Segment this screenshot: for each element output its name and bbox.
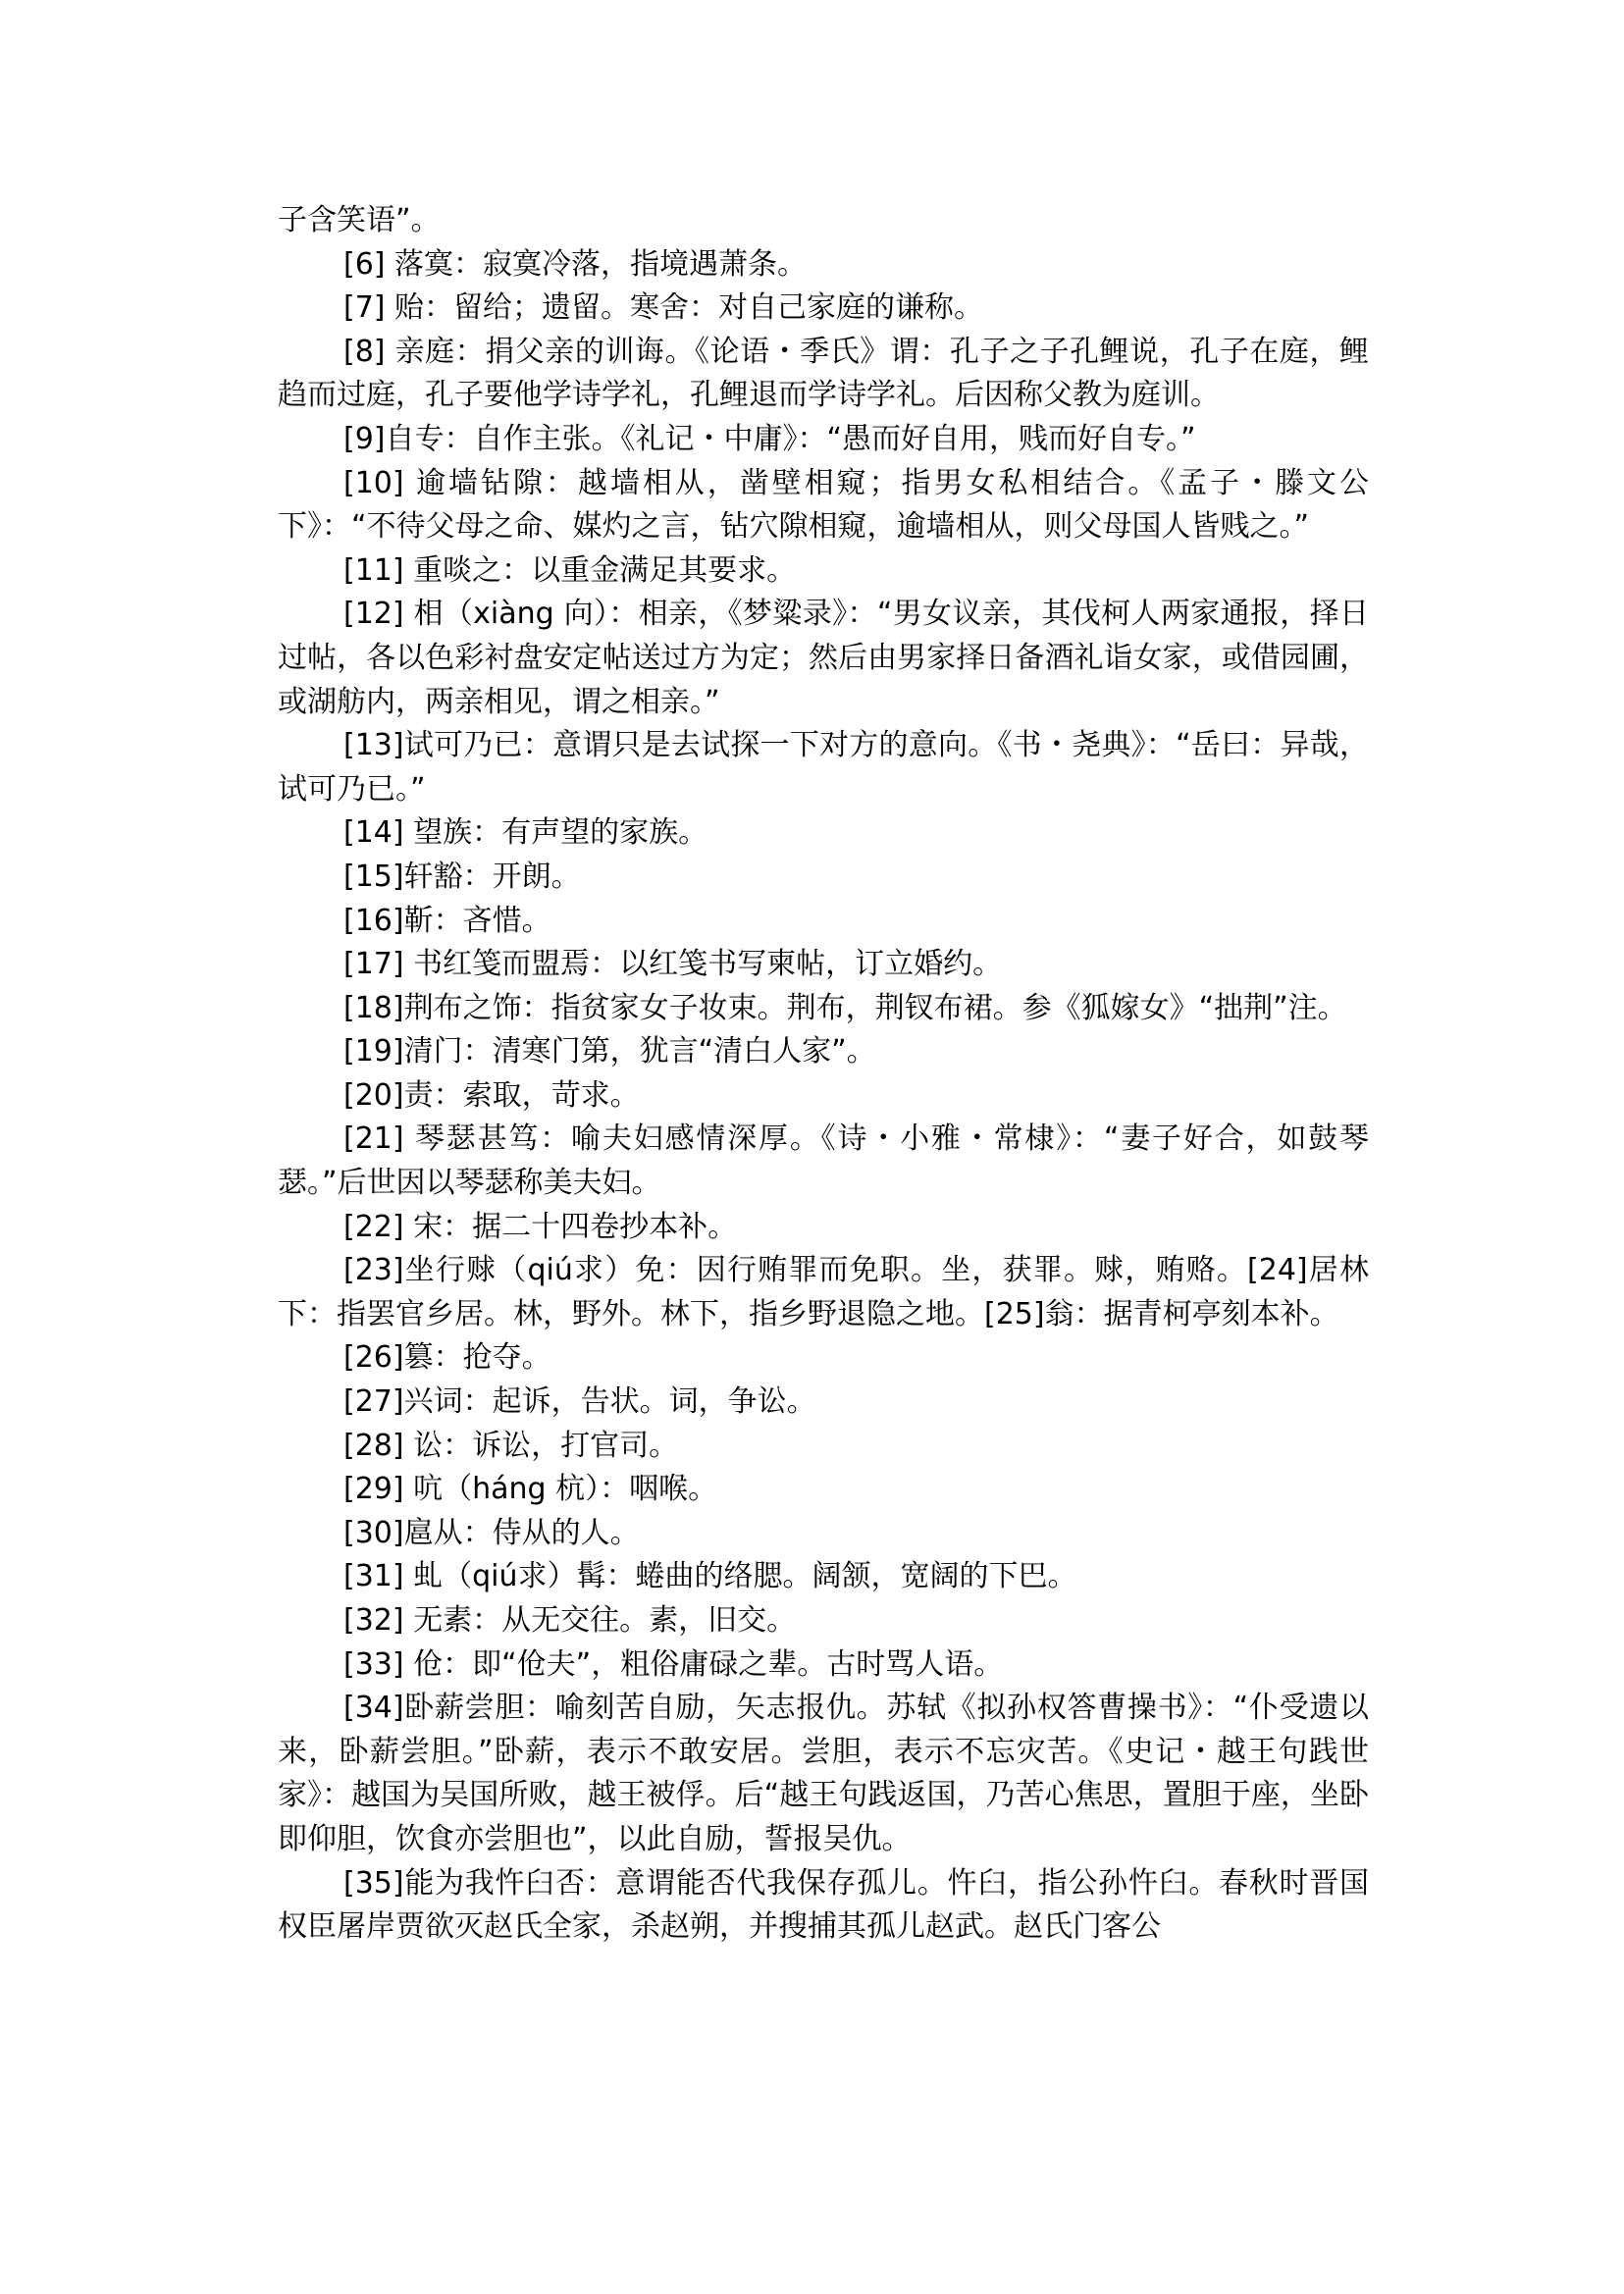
note-paragraph: [9]自专：自作主张。《礼记・中庸》：“愚而好自用，贱而好自专。” (343, 421, 1196, 456)
note-paragraph: [27]兴词：起诉，告状。词，争讼。 (343, 1384, 816, 1420)
note-paragraph: [31] 虬（qiú求）髯：蜷曲的络腮。阔颔，宽阔的下巴。 (343, 1559, 1077, 1594)
note-paragraph: [35]能为我忤臼否：意谓能否代我保存孤儿。忤臼，指公孙忤臼。春秋时晋国权臣屠岸贾欲灭赵氏全家，杀赵朔，并搜捕其孤儿赵武。赵氏门客公 (278, 1865, 1369, 1945)
note-paragraph: [29] 吭（háng 杭）：咽喉。 (343, 1472, 718, 1507)
note-paragraph: [8] 亲庭：捐父亲的训诲。《论语・季氏》谓：孔子之子孔鲤说，孔子在庭，鲤趋而过庭，孔子要他学诗学礼，孔鲤退而学诗学礼。后因称父教为庭训。 (278, 334, 1369, 413)
note-paragraph: [20]责：索取，苛求。 (343, 1077, 640, 1113)
note-paragraph: [33] 伧：即“伧夫”，粗俗庸碌之辈。古时骂人语。 (343, 1646, 1004, 1682)
note-paragraph: [28] 讼：诉讼，打官司。 (343, 1428, 679, 1463)
note-paragraph: [26]篡：抢夺。 (343, 1340, 551, 1376)
note-paragraph: [17] 书红笺而盟焉：以红笺书写柬帖，订立婚约。 (343, 947, 1003, 982)
document-page (278, 199, 1369, 1950)
note-paragraph: [15]轩豁：开朗。 (343, 859, 581, 894)
note-paragraph: [18]荆布之饰：指贫家女子妆束。荆布，荆钗布裙。参《狐嫁女》“拙荆”注。 (343, 990, 1347, 1025)
note-paragraph: [34]卧薪尝胆：喻刻苦自励，矢志报仇。苏轼《拟孙权答曹操书》：“仆受遗以来，卧薪尝胆。”卧薪，表示不敢安居。尝胆，表示不忘灾苦。《史记・越王句践世家》：越国为吴国所败，越王被俘。后“越王句践返国，乃苦心焦思，置胆于座，坐卧即仰胆，饮食亦尝胆也”，以此自励，誓报吴仇。 (278, 1691, 1369, 1856)
note-paragraph: [10] 逾墙钻隙：越墙相从，凿壁相窥；指男女私相结合。《孟子・滕文公下》：“不待父母之命、媒灼之言，钻穴隙相窥，逾墙相从，则父母国人皆贱之。” (278, 465, 1369, 545)
note-paragraph: [30]扈从：侍从的人。 (343, 1515, 640, 1550)
note-paragraph: [12] 相（xiàng 向）：相亲，《梦粱录》：“男女议亲，其伐柯人两家通报，择日过帖，各以色彩衬盘安定帖送过方为定；然后由男家择日备酒礼诣女家，或借园圃，或湖舫内，两亲相见，谓之相亲。” (278, 597, 1369, 719)
note-paragraph: [19]清门：清寒门第，犹言“清白人家”。 (343, 1034, 876, 1069)
note-paragraph: 子含笑语”。 (278, 203, 441, 237)
note-paragraph: [16]靳：吝惜。 (343, 903, 551, 938)
note-paragraph: [22] 宋：据二十四卷抄本补。 (343, 1209, 738, 1244)
note-paragraph: [11] 重啖之：以重金满足其要求。 (343, 552, 797, 588)
note-paragraph: [7] 贻：留给；遗留。寒舍：对自己家庭的谦称。 (343, 290, 984, 326)
note-paragraph: [6] 落寞：寂寞冷落，指境遇萧条。 (343, 246, 808, 282)
note-paragraph: [13]试可乃已：意谓只是去试探一下对方的意向。《书・尧典》：“岳曰：异哉，试可乃已。” (278, 728, 1369, 807)
note-paragraph: [14] 望族：有声望的家族。 (343, 815, 708, 851)
note-paragraph: [32] 无素：从无交往。素，旧交。 (343, 1603, 797, 1638)
note-paragraph: [21] 琴瑟甚笃：喻夫妇感情深厚。《诗・小雅・常棣》：“妻子好合，如鼓琴瑟。”后世因以琴瑟称美夫妇。 (278, 1121, 1369, 1201)
note-paragraph: [23]坐行赇（qiú求）免：因行贿罪而免职。坐，获罪。赇，贿赂。[24]居林下：指罢官乡居。林，野外。林下，指乡野退隐之地。[25]翁：据青柯亭刻本补。 (278, 1253, 1369, 1331)
